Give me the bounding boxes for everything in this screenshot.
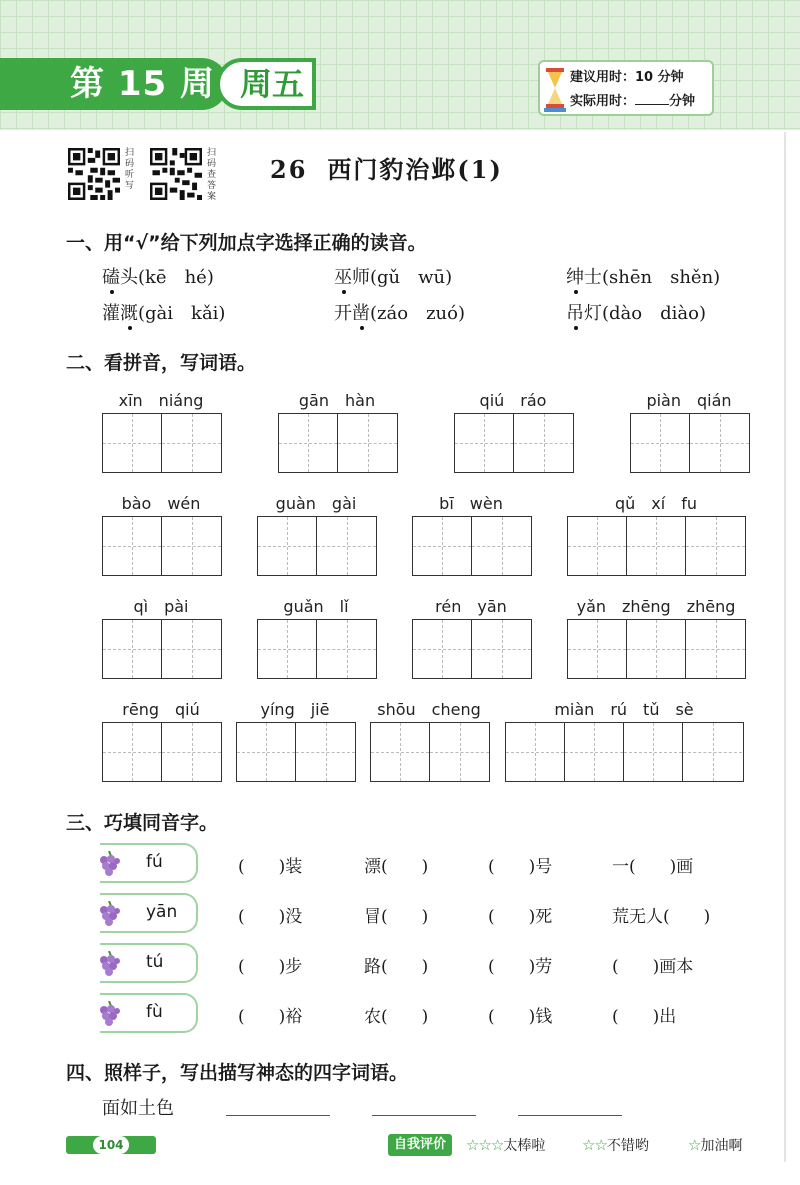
star-icon: ☆☆ — [582, 1136, 607, 1154]
pinyin-label: miàn rú tǔ sè — [554, 700, 694, 719]
choice-item: 绅士(shēn shěn) — [566, 267, 721, 288]
section-3-title: 三、巧填同音字。 — [66, 812, 219, 834]
writing-grid[interactable] — [630, 413, 750, 473]
fill-item[interactable]: 一( )画 — [612, 857, 694, 877]
grape-icon — [98, 1001, 120, 1029]
pinyin-label: yǎn zhēng zhēng — [576, 597, 736, 616]
fill-item[interactable]: 荒无人( ) — [612, 907, 711, 927]
writing-grid[interactable] — [257, 516, 377, 576]
suggested-time-label: 建议用时： — [570, 70, 636, 85]
fill-item[interactable]: ( )裕 — [238, 1007, 303, 1027]
fill-item[interactable]: 路( ) — [364, 957, 429, 977]
emphasis-dot — [110, 290, 114, 294]
writing-grid[interactable] — [454, 413, 574, 473]
section-1-title: 一、用“√”给下列加点字选择正确的读音。 — [66, 232, 427, 254]
star-icon: ☆☆☆ — [466, 1136, 504, 1154]
example-phrase: 面如土色 — [102, 1098, 174, 1119]
sound-tag — [100, 993, 198, 1033]
writing-grid[interactable] — [102, 413, 222, 473]
fill-item[interactable]: ( )劳 — [488, 957, 553, 977]
pinyin-label: piàn qián — [646, 391, 732, 410]
fill-item[interactable]: ( )画本 — [612, 957, 694, 977]
actual-time-blank[interactable] — [635, 91, 669, 105]
actual-time-label: 实际用时： — [570, 94, 636, 109]
page-number-badge — [66, 1136, 156, 1154]
fill-item[interactable]: ( )没 — [238, 907, 303, 927]
choice-item: 吊灯(dào diào) — [566, 303, 706, 324]
writing-grid[interactable] — [257, 619, 377, 679]
lesson-number: 26 — [270, 155, 308, 184]
day-tab: 周五 — [216, 58, 316, 110]
grape-icon — [98, 951, 120, 979]
sound-tag — [100, 893, 198, 933]
writing-grid[interactable] — [412, 516, 532, 576]
sound-pinyin: fú — [146, 852, 163, 872]
writing-grid[interactable] — [567, 619, 746, 679]
actual-time-unit: 分钟 — [669, 94, 696, 109]
fill-item[interactable]: ( )步 — [238, 957, 303, 977]
week-tab: 第 15 周 — [0, 58, 228, 110]
page-number: 104 — [93, 1136, 128, 1154]
pinyin-label: qiú ráo — [479, 391, 547, 410]
fill-item[interactable]: ( )号 — [488, 857, 553, 877]
emphasis-dot — [360, 326, 364, 330]
qr-code-answers-icon[interactable] — [150, 148, 202, 200]
star-icon: ☆ — [688, 1136, 701, 1154]
pinyin-label: guàn gài — [275, 494, 357, 513]
pinyin-label: qì pài — [133, 597, 189, 616]
eval-text: 太棒啦 — [503, 1138, 546, 1154]
writing-grid[interactable] — [505, 722, 744, 782]
self-evaluation-label: 自我评价 — [388, 1134, 452, 1156]
choice-item: 灌溉(gài kǎi) — [102, 303, 226, 324]
fill-item[interactable]: ( )钱 — [488, 1007, 553, 1027]
writing-grid[interactable] — [236, 722, 356, 782]
answer-line[interactable] — [226, 1115, 330, 1116]
hourglass-icon — [544, 66, 566, 112]
writing-grid[interactable] — [102, 722, 222, 782]
pinyin-label: bào wén — [121, 494, 201, 513]
pinyin-label: rén yān — [435, 597, 507, 616]
section-2-title: 二、看拼音，写词语。 — [66, 352, 257, 374]
pinyin-label: xīn niáng — [118, 391, 204, 410]
emphasis-dot — [574, 326, 578, 330]
lesson-title — [270, 150, 503, 185]
section-4-title: 四、照样子，写出描写神态的四字词语。 — [66, 1062, 409, 1084]
pinyin-label: gān hàn — [298, 391, 376, 410]
eval-option-good[interactable] — [582, 1134, 649, 1157]
fill-item[interactable]: 漂( ) — [364, 857, 429, 877]
pinyin-label: yíng jiē — [260, 700, 330, 719]
header-banner — [0, 0, 800, 130]
writing-grid[interactable] — [102, 619, 222, 679]
grape-icon — [98, 851, 120, 879]
pinyin-label: qǔ xí fu — [615, 494, 697, 513]
writing-grid[interactable] — [278, 413, 398, 473]
eval-text: 加油啊 — [700, 1138, 743, 1154]
eval-text: 不错哟 — [606, 1138, 649, 1154]
timer-box — [538, 60, 714, 116]
emphasis-dot — [128, 326, 132, 330]
choice-item: 巫师(gǔ wū) — [334, 267, 453, 288]
pinyin-label: bī wèn — [439, 494, 503, 513]
pinyin-label: rēng qiú — [122, 700, 200, 719]
writing-grid[interactable] — [412, 619, 532, 679]
writing-grid[interactable] — [102, 516, 222, 576]
emphasis-dot — [342, 290, 346, 294]
fill-item[interactable]: 农( ) — [364, 1007, 429, 1027]
writing-grid[interactable] — [370, 722, 490, 782]
fill-item[interactable]: ( )出 — [612, 1007, 677, 1027]
sound-tag — [100, 943, 198, 983]
emphasis-dot — [574, 290, 578, 294]
fill-item[interactable]: 冒( ) — [364, 907, 429, 927]
writing-grid[interactable] — [567, 516, 746, 576]
sound-pinyin: yān — [146, 902, 178, 922]
answer-line[interactable] — [518, 1115, 622, 1116]
choice-item: 磕头(kē hé) — [102, 267, 214, 288]
qr-listen-label: 扫码听写 — [125, 148, 135, 191]
suggested-time — [570, 66, 712, 90]
grape-icon — [98, 901, 120, 929]
pinyin-label: shōu cheng — [377, 700, 481, 719]
sound-pinyin: tú — [146, 952, 164, 972]
fill-item[interactable]: ( )死 — [488, 907, 553, 927]
actual-time — [570, 90, 712, 114]
lesson-name: 西门豹治邺(1) — [327, 155, 503, 184]
suggested-time-value: 10 分钟 — [635, 70, 684, 85]
sound-pinyin: fù — [146, 1002, 163, 1022]
page-edge-bar — [784, 132, 786, 1162]
qr-answers-label: 扫码查答案 — [207, 148, 217, 202]
eval-option-great[interactable] — [466, 1134, 545, 1157]
answer-line[interactable] — [372, 1115, 476, 1116]
choice-item: 开凿(záo zuó) — [334, 303, 466, 324]
eval-option-keep-going[interactable] — [688, 1134, 742, 1157]
sound-tag — [100, 843, 198, 883]
qr-code-listen-icon[interactable] — [68, 148, 120, 200]
fill-item[interactable]: ( )装 — [238, 857, 303, 877]
pinyin-label: guǎn lǐ — [283, 597, 349, 616]
